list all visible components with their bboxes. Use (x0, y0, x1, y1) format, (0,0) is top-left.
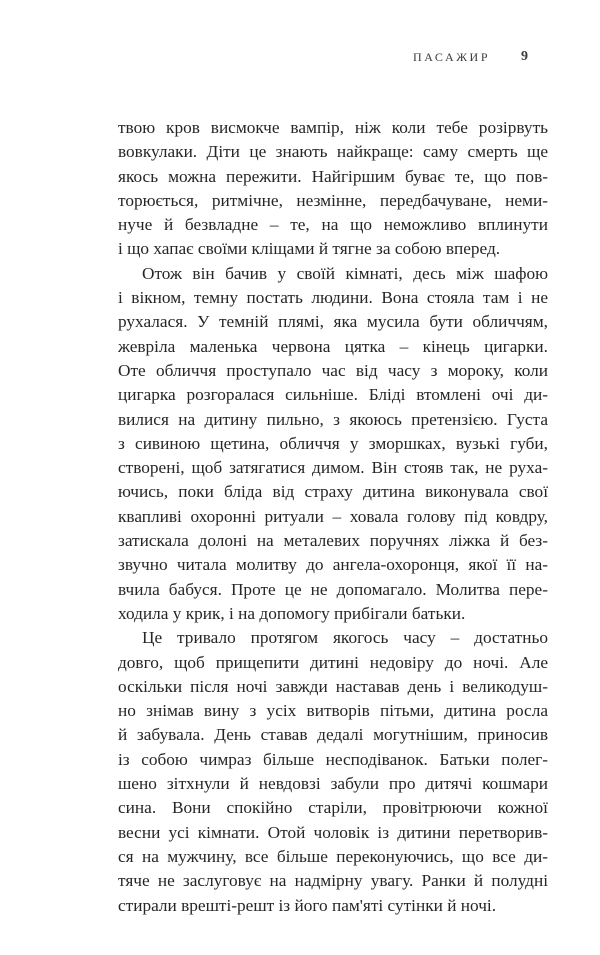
text-line: оскільки після ночі завжди наставав день і великодуш- (118, 676, 548, 696)
text-line: цигарка розгоралася сильніше. Бліді втомлені очі ди- (118, 385, 548, 405)
text-line: рухалася. У темній плямі, яка мусила бути обличчям, (118, 312, 548, 332)
text-line: тяче не заслуговує на надмірну увагу. Ранки й полудні (118, 871, 548, 891)
text-line: Це тривало протягом якогось часу – достатньо (142, 628, 548, 648)
page-number: 9 (521, 49, 528, 64)
running-head (0, 48, 600, 68)
text-line: ходила у крик, і на допомогу прибігали батьки. (118, 603, 466, 623)
text-line: торюється, ритмічне, незмінне, передбачуване, неми- (118, 190, 548, 210)
text-line: і вікном, темну постать людини. Вона стояла там і не (118, 288, 548, 308)
text-line: ючись, поки бліда від страху дитина виконувала свої (118, 482, 548, 502)
text-line: вчила бабуся. Проте це не допомагало. Молитва пере- (118, 579, 548, 599)
text-line: квапливі охоронні ритуали – ховала голову під ковдру, (118, 506, 548, 526)
text-line: якось можна пережити. Найгіршим буває те, що пов- (118, 166, 548, 186)
text-line: сина. Вони спокійно старіли, провітрюючи кожної (118, 798, 548, 818)
text-line: Отож він бачив у своїй кімнаті, десь між шафою (142, 263, 548, 283)
text-line: й забувала. День ставав дедалі могутнішим, приносив (118, 725, 548, 745)
text-line: створені, щоб затягатися димом. Він стояв так, не руха- (118, 458, 548, 478)
paragraph (118, 116, 548, 262)
running-title: ПАСАЖИР (413, 50, 491, 64)
text-line: Оте обличчя проступало час від часу з мороку, коли (118, 360, 548, 380)
text-line: но знімав вину з усіх витворів пітьми, дитина росла (118, 701, 548, 721)
text-line: затискала долоні на металевих поручнях ліжка й без- (118, 531, 548, 551)
text-line: і що хапає своїми кліщами й тягне за собою вперед. (118, 239, 501, 259)
text-line: довго, щоб прищепити дитині недовіру до ночі. Але (118, 652, 548, 672)
text-line: твою кров висмокче вампір, ніж коли тебе розірвуть (118, 118, 548, 137)
text-line: вовкулаки. Діти це знають найкраще: саму смерть ще (118, 142, 548, 162)
text-line: з сивиною щетина, обличчя у зморшках, вузькі губи, (118, 433, 548, 453)
text-line: звучно читала молитву до ангела-охоронця, якої її на- (118, 555, 548, 575)
body-text (118, 116, 548, 918)
paragraph (118, 626, 548, 918)
text-line: нуче й безвладне – те, на що неможливо вплинути (118, 215, 548, 235)
text-line: стирали врешті-решт із його пам'яті сутінки й ночі. (118, 895, 497, 915)
paragraph (118, 262, 548, 626)
text-line: із собою чимраз більше несподіванок. Батьки полег- (118, 749, 548, 769)
text-line: весни усі кімнати. Отой чоловік із дитини перетворив- (118, 822, 548, 842)
text-line: шено зітхнули й невдовзі забули про дитячі кошмари (118, 774, 548, 794)
text-line: жевріла маленька червона цятка – кінець цигарки. (118, 336, 548, 356)
text-line: вилися на дитину пильно, з якоюсь претензією. Густа (118, 409, 548, 429)
text-line: ся на мужчину, все більше переконуючись, що все ди- (118, 846, 548, 866)
